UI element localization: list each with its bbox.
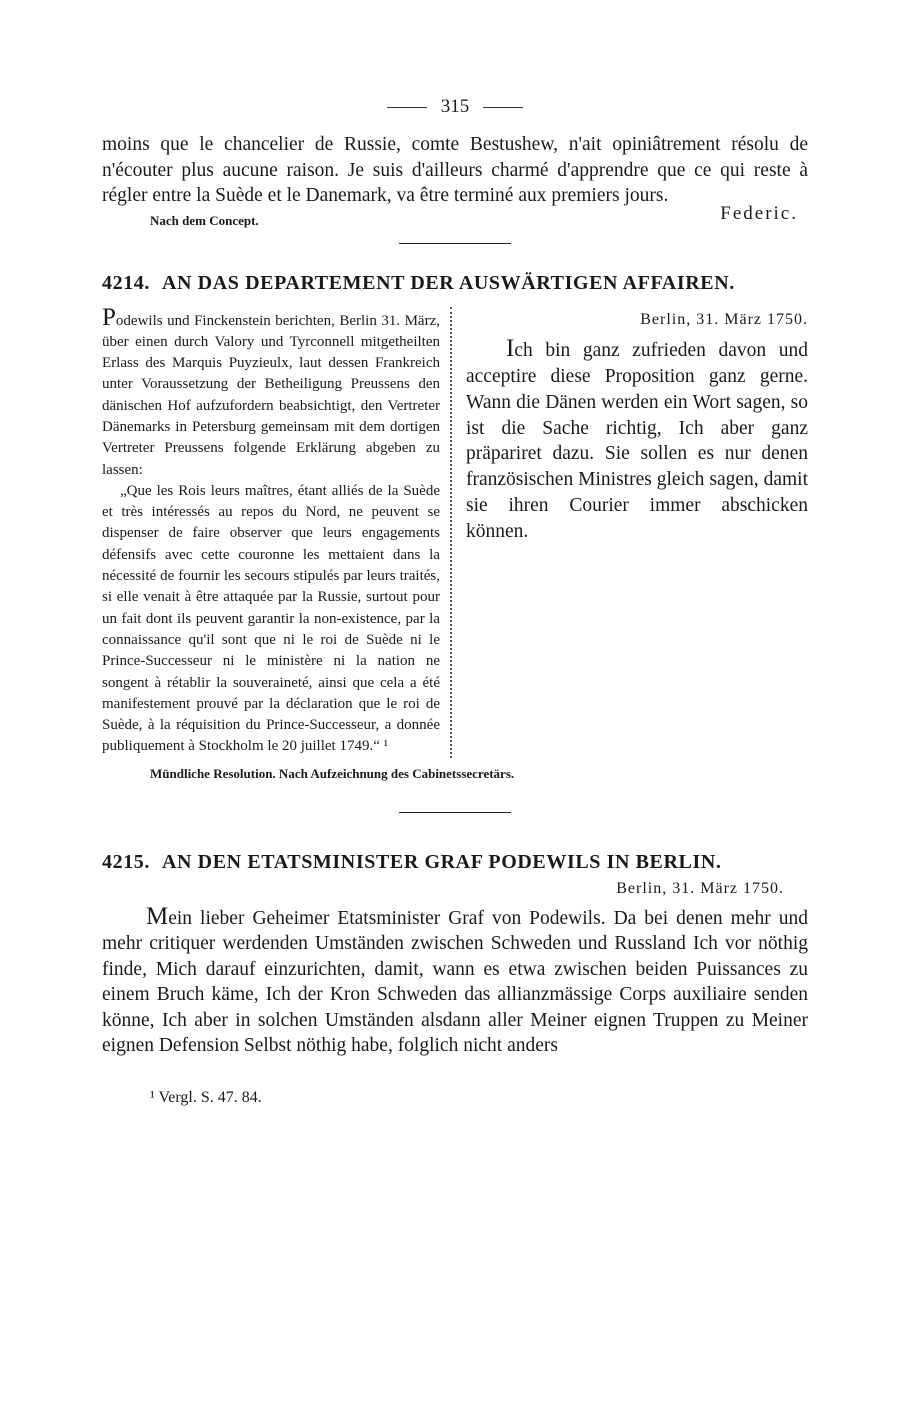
letter-4214-report-text: odewils und Finckenstein berichten, Berlin 31. März, über einen durch Valory und Tyrconnell mitgetheilten Erlass des Marquis Puyzieulx, laut dessen Frankreich unter Voraussetzung der Betheiligung Preussens den dänischen Hof aufzufordern beabsichtigt, den Vertreter Dänemarks in Petersburg gemeinsam mit dem dortigen Vertreter Preussens folgende Erklärung abgeben zu lassen: <box>102 312 440 478</box>
intro-signature: Federic. <box>720 202 798 224</box>
letter-4214-heading <box>102 272 808 295</box>
letter-4214-report <box>102 303 440 481</box>
section-divider-2 <box>399 812 511 813</box>
letter-4215-number: 4215. <box>102 850 150 873</box>
letter-4214-title: AN DAS DEPARTEMENT DER AUSWÄRTIGEN AFFAIREN. <box>162 271 735 294</box>
letter-4214-report-column <box>102 303 452 758</box>
letter-4215-title: AN DEN ETATSMINISTER GRAF PODEWILS IN BERLIN. <box>162 850 722 873</box>
page-number-dash-left <box>387 107 427 108</box>
letter-4214-reply-column <box>452 307 808 758</box>
letter-4214-reply-text: ch bin ganz zufrieden davon und acceptire diese Proposition ganz gerne. Wann die Dänen werden ein Wort sagen, so ist die Sache richtig, Ich aber ganz präpariret dazu. Sie sollen es nur denen französischen Ministres gleich sagen, damit sie ihren Courier immer abschicken können. <box>466 340 808 542</box>
page-number-line <box>102 96 808 118</box>
section-divider <box>399 243 511 244</box>
letter-4214-report-dropcap: P <box>102 303 116 331</box>
document-page <box>102 96 808 1107</box>
letter-4215-dateline: Berlin, 31. März 1750. <box>616 879 784 897</box>
intro-signature-row <box>102 202 808 239</box>
letter-4214-quote: „Que les Rois leurs maîtres, étant alliés de la Suède et très intéressés au repos du Nord, ne peuvent se dispenser de faire observer que leurs engagements défensifs avec cette couronne les mettaient dans la nécessité de fournir les secours stipulés par leurs traités, si elle venait à être attaquée par la Russie, surtout pour un fait dont ils peuvent garantir la non-existence, par la connaissance qu'il sont que ni le roi de Suède ni le Prince-Successeur ni le ministère ni la nation ne songent à rétablir la souveraineté, ainsi que cela a été manifestement prouvé par la déclaration que le roi de Suède, à la réquisition du Prince-Successeur, a donnée publiquement à Stockholm le 20 juillet 1749.“ ¹ <box>102 482 440 755</box>
letter-4214-reply-dropcap: I <box>506 335 515 363</box>
letter-4214-reply <box>466 336 808 544</box>
intro-paragraph: moins que le chancelier de Russie, comte Bestushew, n'ait opiniâtrement résolu de n'écouter plus aucune raison. Je suis d'ailleurs charmé d'apprendre que ce qui reste à régler entre la Suède et le Danemark, va être terminé aux premiers jours. <box>102 134 808 206</box>
letter-4215-body-text: ein lieber Geheimer Etatsminister Graf von Podewils. Da bei denen mehr und mehr critiquer werdenden Umständen zwischen Schweden und Russland Ich vor nöthig finde, Mich darauf einzurichten, damit, wann es etwa zwischen beiden Puissances zu einem Bruch käme, Ich der Kron Schweden das allianzmässige Corps auxiliaire senden könne, Ich aber in solchen Umständen alsdann aller Meiner eignen Truppen zu Meiner eignen Defension Selbst nöthig habe, folglich nicht anders <box>102 907 808 1057</box>
letter-4214-dateline: Berlin, 31. März 1750. <box>640 310 808 328</box>
letter-4214-number: 4214. <box>102 271 150 294</box>
page-number-dash-right <box>483 107 523 108</box>
intro-source-note: Nach dem Concept. <box>150 212 259 228</box>
footnote: ¹ Vergl. S. 47. 84. <box>150 1088 262 1106</box>
letter-4215-body-dropcap: M <box>146 902 169 930</box>
page-number: 315 <box>440 96 470 117</box>
letter-4215-body <box>102 904 808 1059</box>
letter-4214-resolution-note: Mündliche Resolution. Nach Aufzeichnung des Cabinetssecretärs. <box>150 765 515 781</box>
letter-4214-columns <box>102 303 808 758</box>
letter-4215-heading <box>102 851 808 874</box>
